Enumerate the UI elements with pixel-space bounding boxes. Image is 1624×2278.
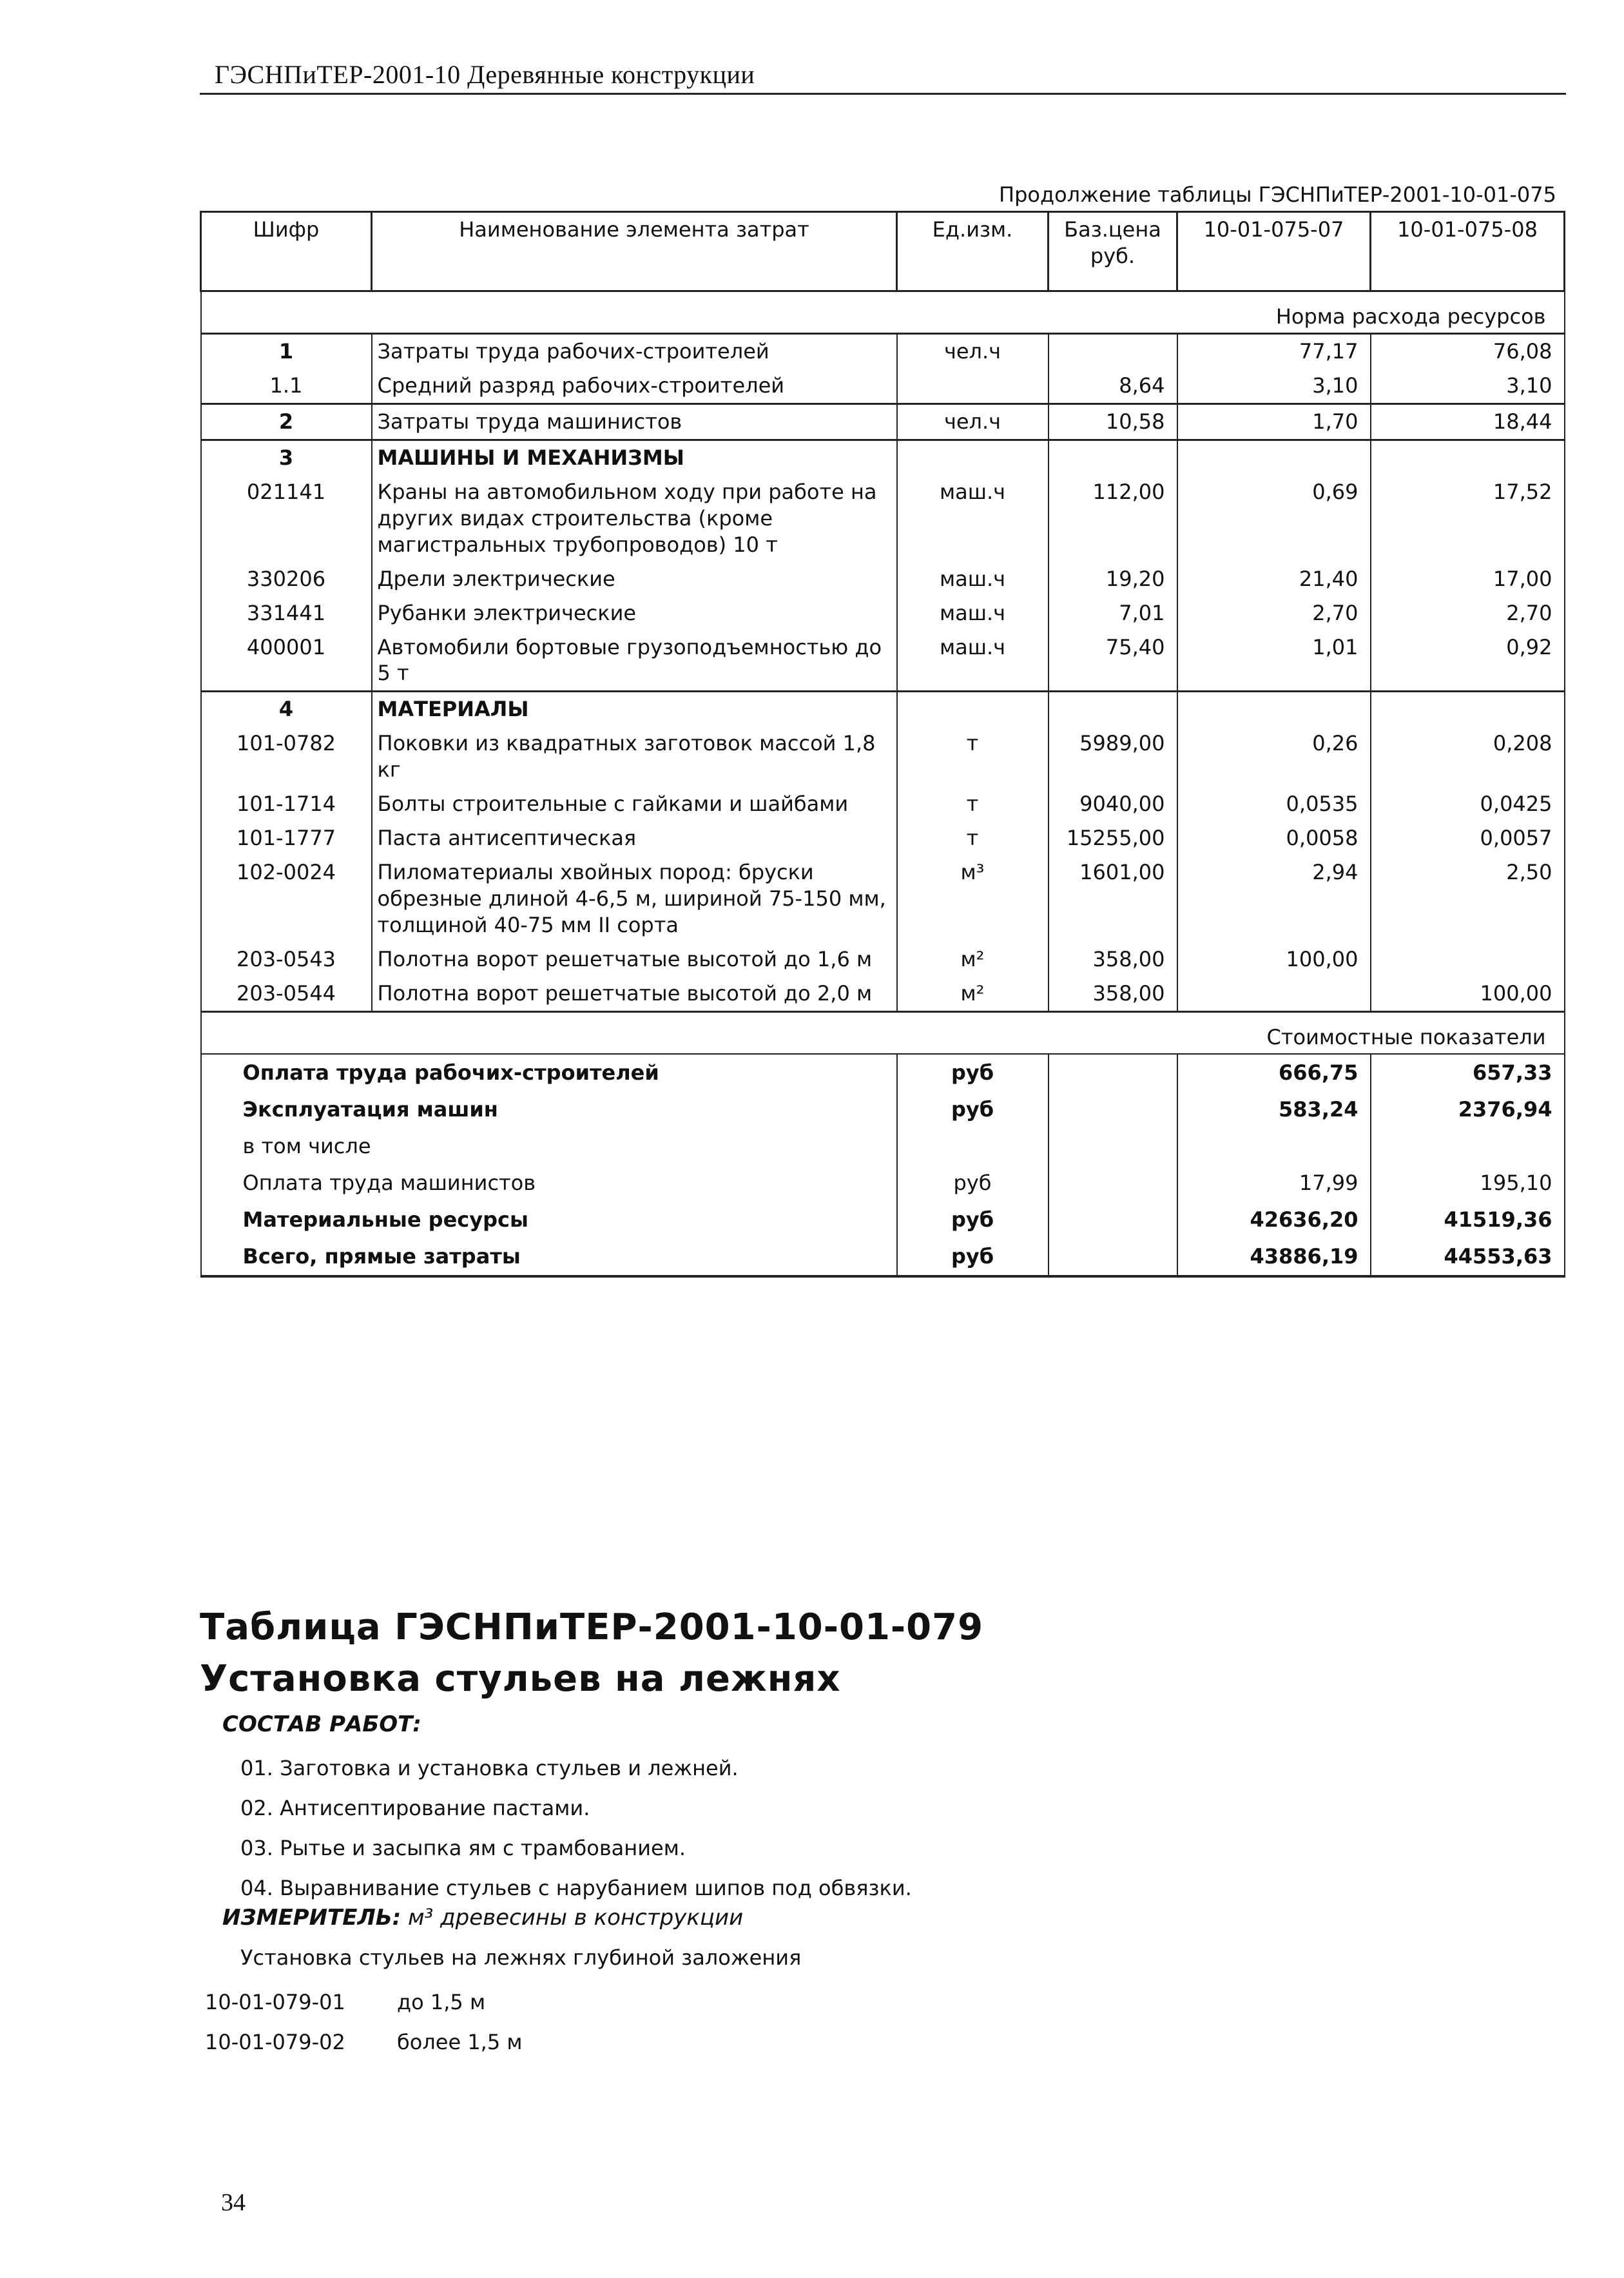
col-header-variant-1: 10-01-075-07 bbox=[1177, 212, 1371, 291]
row-price: 10,58 bbox=[1049, 404, 1177, 440]
variant-list bbox=[205, 1982, 523, 2062]
cost-value-variant-2: 41519,36 bbox=[1371, 1202, 1565, 1238]
row-code: 101-1777 bbox=[201, 821, 372, 855]
row-price: 75,40 bbox=[1049, 630, 1177, 692]
row-code: 2 bbox=[201, 404, 372, 440]
row-value-variant-1: 2,94 bbox=[1177, 855, 1371, 942]
cost-value-variant-2: 195,10 bbox=[1371, 1165, 1565, 1202]
variant-item bbox=[205, 1982, 523, 2022]
row-value-variant-1: 3,10 bbox=[1177, 369, 1371, 404]
row-name: Краны на автомобильном ходу при работе на других видах строительства (кроме магистральных трубопроводов) 10 т bbox=[372, 475, 897, 562]
row-code: 102-0024 bbox=[201, 855, 372, 942]
cost-unit: руб bbox=[897, 1238, 1049, 1276]
meter-line bbox=[222, 1905, 743, 1931]
row-name: Затраты труда рабочих-строителей bbox=[372, 333, 897, 368]
cost-name: Эксплуатация машин bbox=[201, 1091, 897, 1128]
row-code: 400001 bbox=[201, 630, 372, 692]
row-name: Полотна ворот решетчатые высотой до 1,6 м bbox=[372, 942, 897, 977]
section-title: МАШИНЫ И МЕХАНИЗМЫ bbox=[372, 440, 897, 474]
variant-code: 10-01-079-01 bbox=[205, 1990, 345, 2014]
row-value-variant-2: 0,0425 bbox=[1371, 787, 1565, 821]
row-name: Поковки из квадратных заготовок массой 1,8 кг bbox=[372, 726, 897, 787]
table-row bbox=[201, 475, 1565, 562]
row-code: 1.1 bbox=[201, 369, 372, 404]
row-price: 15255,00 bbox=[1049, 821, 1177, 855]
row-value-variant-2: 3,10 bbox=[1371, 369, 1565, 404]
empty-cell bbox=[1049, 1238, 1177, 1276]
cost-name: Оплата труда рабочих-строителей bbox=[201, 1054, 897, 1091]
cost-name: Материальные ресурсы bbox=[201, 1202, 897, 1238]
row-value-variant-2: 2,70 bbox=[1371, 596, 1565, 630]
row-code: 1 bbox=[201, 333, 372, 368]
work-composition-heading: СОСТАВ РАБОТ: bbox=[222, 1711, 421, 1737]
work-composition-list bbox=[240, 1748, 912, 1908]
section-title: МАТЕРИАЛЫ bbox=[372, 692, 897, 726]
row-name: Средний разряд рабочих-строителей bbox=[372, 369, 897, 404]
row-unit: м³ bbox=[897, 855, 1049, 942]
row-name: Автомобили бортовые грузоподъемностью до 5 т bbox=[372, 630, 897, 692]
empty-cell bbox=[1371, 440, 1565, 474]
row-name: Паста антисептическая bbox=[372, 821, 897, 855]
table-row bbox=[201, 404, 1565, 440]
work-item: 03. Рытье и засыпка ям с трамбованием. bbox=[240, 1836, 686, 1860]
cost-name: Оплата труда машинистов bbox=[201, 1165, 897, 1202]
table-title-line-1: Таблица ГЭСНПиТЕР-2001-10-01-079 bbox=[200, 1606, 984, 1648]
col-header-unit: Ед.изм. bbox=[897, 212, 1049, 291]
row-value-variant-2: 0,0057 bbox=[1371, 821, 1565, 855]
row-value-variant-2 bbox=[1371, 942, 1565, 977]
table-row bbox=[201, 821, 1565, 855]
work-item: 01. Заготовка и установка стульев и лежней. bbox=[240, 1756, 739, 1780]
row-unit: м² bbox=[897, 942, 1049, 977]
table-row bbox=[201, 562, 1565, 596]
variant-item bbox=[205, 2022, 523, 2062]
cost-value-variant-1: 42636,20 bbox=[1177, 1202, 1371, 1238]
row-unit: маш.ч bbox=[897, 596, 1049, 630]
resources-label-text: Норма расхода ресурсов bbox=[201, 291, 1565, 334]
cost-value-variant-2: 2376,94 bbox=[1371, 1091, 1565, 1128]
row-name: Пиломатериалы хвойных пород: бруски обрезные длиной 4-6,5 м, шириной 75-150 мм, толщиной 40-75 мм II сорта bbox=[372, 855, 897, 942]
empty-cell bbox=[1177, 440, 1371, 474]
row-price: 9040,00 bbox=[1049, 787, 1177, 821]
cost-row bbox=[201, 1054, 1565, 1091]
row-code: 203-0544 bbox=[201, 977, 372, 1011]
cost-value-variant-1: 583,24 bbox=[1177, 1091, 1371, 1128]
empty-cell bbox=[1049, 692, 1177, 726]
row-code: 101-0782 bbox=[201, 726, 372, 787]
cost-row bbox=[201, 1165, 1565, 1202]
row-value-variant-2: 76,08 bbox=[1371, 333, 1565, 368]
row-value-variant-2: 18,44 bbox=[1371, 404, 1565, 440]
meter-label: ИЗМЕРИТЕЛЬ: bbox=[222, 1905, 401, 1931]
cost-value-variant-1: 17,99 bbox=[1177, 1165, 1371, 1202]
cost-value-variant-2 bbox=[1371, 1128, 1565, 1165]
row-value-variant-2: 2,50 bbox=[1371, 855, 1565, 942]
row-price: 19,20 bbox=[1049, 562, 1177, 596]
cost-unit: руб bbox=[897, 1202, 1049, 1238]
cost-value-variant-1 bbox=[1177, 1128, 1371, 1165]
table-row bbox=[201, 855, 1565, 942]
col-header-price: Баз.цена руб. bbox=[1049, 212, 1177, 291]
row-name: Болты строительные с гайками и шайбами bbox=[372, 787, 897, 821]
resource-table bbox=[200, 211, 1565, 1278]
header-rule bbox=[200, 93, 1566, 95]
row-price: 8,64 bbox=[1049, 369, 1177, 404]
cost-row bbox=[201, 1202, 1565, 1238]
empty-cell bbox=[1049, 440, 1177, 474]
row-unit: т bbox=[897, 821, 1049, 855]
row-value-variant-1: 1,01 bbox=[1177, 630, 1371, 692]
row-value-variant-1: 0,0058 bbox=[1177, 821, 1371, 855]
cost-name: Всего, прямые затраты bbox=[201, 1238, 897, 1276]
meter-text: м³ древесины в конструкции bbox=[408, 1905, 744, 1931]
table-row bbox=[201, 630, 1565, 692]
row-unit: маш.ч bbox=[897, 562, 1049, 596]
row-unit bbox=[897, 369, 1049, 404]
row-value-variant-1: 77,17 bbox=[1177, 333, 1371, 368]
row-price: 1601,00 bbox=[1049, 855, 1177, 942]
row-value-variant-2: 17,52 bbox=[1371, 475, 1565, 562]
row-value-variant-1: 0,0535 bbox=[1177, 787, 1371, 821]
cost-unit bbox=[897, 1128, 1049, 1165]
row-code: 330206 bbox=[201, 562, 372, 596]
row-unit: м² bbox=[897, 977, 1049, 1011]
empty-cell bbox=[1371, 692, 1565, 726]
row-name: Дрели электрические bbox=[372, 562, 897, 596]
row-value-variant-2: 100,00 bbox=[1371, 977, 1565, 1011]
row-unit: чел.ч bbox=[897, 333, 1049, 368]
cost-unit: руб bbox=[897, 1165, 1049, 1202]
cost-label bbox=[201, 1011, 1565, 1053]
row-code: 101-1714 bbox=[201, 787, 372, 821]
table-title bbox=[200, 1602, 983, 1704]
row-value-variant-1: 0,69 bbox=[1177, 475, 1371, 562]
running-header: ГЭСНПиТЕР-2001-10 Деревянные конструкции bbox=[215, 60, 755, 89]
row-value-variant-1 bbox=[1177, 977, 1371, 1011]
row-value-variant-1: 0,26 bbox=[1177, 726, 1371, 787]
empty-cell bbox=[1049, 1165, 1177, 1202]
empty-cell bbox=[897, 440, 1049, 474]
row-value-variant-2: 17,00 bbox=[1371, 562, 1565, 596]
table-row bbox=[201, 942, 1565, 977]
empty-cell bbox=[1049, 1202, 1177, 1238]
cost-unit: руб bbox=[897, 1091, 1049, 1128]
empty-cell bbox=[897, 692, 1049, 726]
row-price: 5989,00 bbox=[1049, 726, 1177, 787]
row-name: Затраты труда машинистов bbox=[372, 404, 897, 440]
section-code: 3 bbox=[201, 440, 372, 474]
row-unit: т bbox=[897, 787, 1049, 821]
variant-code: 10-01-079-02 bbox=[205, 2030, 345, 2054]
row-unit: маш.ч bbox=[897, 630, 1049, 692]
col-header-code: Шифр bbox=[201, 212, 372, 291]
empty-cell bbox=[1049, 1054, 1177, 1091]
row-unit: т bbox=[897, 726, 1049, 787]
row-value-variant-2: 0,92 bbox=[1371, 630, 1565, 692]
empty-cell bbox=[1049, 1091, 1177, 1128]
cost-value-variant-1: 666,75 bbox=[1177, 1054, 1371, 1091]
empty-cell bbox=[1049, 1128, 1177, 1165]
table-title-line-2: Установка стульев на лежнях bbox=[200, 1657, 841, 1700]
row-price: 7,01 bbox=[1049, 596, 1177, 630]
row-value-variant-1: 2,70 bbox=[1177, 596, 1371, 630]
variant-text: более 1,5 м bbox=[397, 2030, 523, 2054]
row-value-variant-1: 100,00 bbox=[1177, 942, 1371, 977]
cost-row bbox=[201, 1128, 1565, 1165]
cost-unit: руб bbox=[897, 1054, 1049, 1091]
row-price: 112,00 bbox=[1049, 475, 1177, 562]
row-name: Рубанки электрические bbox=[372, 596, 897, 630]
row-unit: чел.ч bbox=[897, 404, 1049, 440]
resources-label bbox=[201, 291, 1565, 334]
section-row bbox=[201, 440, 1565, 474]
row-price bbox=[1049, 333, 1177, 368]
cost-row bbox=[201, 1238, 1565, 1276]
cost-value-variant-2: 657,33 bbox=[1371, 1054, 1565, 1091]
cost-value-variant-2: 44553,63 bbox=[1371, 1238, 1565, 1276]
column-header-row bbox=[201, 212, 1565, 291]
empty-cell bbox=[1177, 692, 1371, 726]
table-row bbox=[201, 977, 1565, 1011]
table-row bbox=[201, 333, 1565, 368]
cost-label-text: Стоимостные показатели bbox=[201, 1011, 1565, 1053]
cost-value-variant-1: 43886,19 bbox=[1177, 1238, 1371, 1276]
row-code: 331441 bbox=[201, 596, 372, 630]
row-name: Полотна ворот решетчатые высотой до 2,0 м bbox=[372, 977, 897, 1011]
row-unit: маш.ч bbox=[897, 475, 1049, 562]
row-price: 358,00 bbox=[1049, 977, 1177, 1011]
table-continuation-label: Продолжение таблицы ГЭСНПиТЕР-2001-10-01-075 bbox=[999, 182, 1556, 207]
section-row bbox=[201, 692, 1565, 726]
row-value-variant-2: 0,208 bbox=[1371, 726, 1565, 787]
work-item: 04. Выравнивание стульев с нарубанием шипов под обвязки. bbox=[240, 1876, 912, 1900]
table-row bbox=[201, 596, 1565, 630]
table-row bbox=[201, 787, 1565, 821]
col-header-variant-2: 10-01-075-08 bbox=[1371, 212, 1565, 291]
table-row bbox=[201, 726, 1565, 787]
install-description: Установка стульев на лежнях глубиной заложения bbox=[240, 1945, 802, 1970]
table-row bbox=[201, 369, 1565, 404]
variant-text: до 1,5 м bbox=[397, 1990, 486, 2014]
row-value-variant-1: 21,40 bbox=[1177, 562, 1371, 596]
page-number: 34 bbox=[221, 2189, 246, 2216]
cost-name: в том числе bbox=[201, 1128, 897, 1165]
work-item: 02. Антисептирование пастами. bbox=[240, 1796, 590, 1820]
row-code: 203-0543 bbox=[201, 942, 372, 977]
row-code: 021141 bbox=[201, 475, 372, 562]
section-code: 4 bbox=[201, 692, 372, 726]
cost-row bbox=[201, 1091, 1565, 1128]
row-price: 358,00 bbox=[1049, 942, 1177, 977]
row-value-variant-1: 1,70 bbox=[1177, 404, 1371, 440]
col-header-name: Наименование элемента затрат bbox=[372, 212, 897, 291]
